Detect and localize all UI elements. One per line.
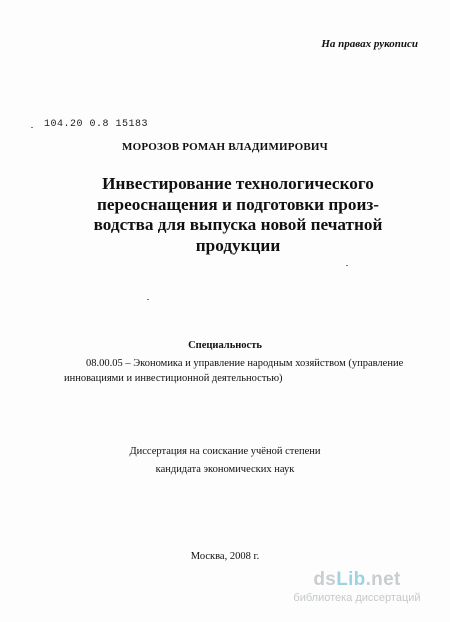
title-line: переоснащения и подготовки произ- xyxy=(97,194,379,214)
author-name: МОРОЗОВ РОМАН ВЛАДИМИРОВИЧ xyxy=(122,141,328,153)
archive-code: 104.20 0.8 15183 xyxy=(44,119,149,130)
scan-speck xyxy=(31,127,33,128)
title-line: водства для выпуска новой печатной xyxy=(93,215,383,234)
title-line: продукции xyxy=(195,235,281,255)
scan-speck xyxy=(147,299,149,300)
watermark xyxy=(272,569,442,604)
degree-line: кандидата экономических наук xyxy=(155,464,295,475)
specialty-line: 08.00.05 – Экономика и управление народным хозяйством (управление xyxy=(86,358,404,369)
title-line: Инвестирование технологического xyxy=(102,174,374,193)
scan-speck xyxy=(346,265,348,266)
specialty-line: инновациями и инвестиционной деятельностью) xyxy=(64,373,283,384)
degree-line: Диссертация на соискание учёной степени xyxy=(129,446,321,457)
watermark-logo: dsLib.net xyxy=(313,569,401,590)
watermark-subtitle: библиотека диссертаций xyxy=(293,592,421,604)
degree-statement xyxy=(0,443,450,479)
manuscript-note: На правах рукописи xyxy=(321,38,418,50)
place-year: Москва, 2008 г. xyxy=(190,551,260,562)
specialty-text xyxy=(64,356,436,386)
specialty-heading: Специальность xyxy=(188,340,262,351)
dissertation-title xyxy=(60,174,416,256)
